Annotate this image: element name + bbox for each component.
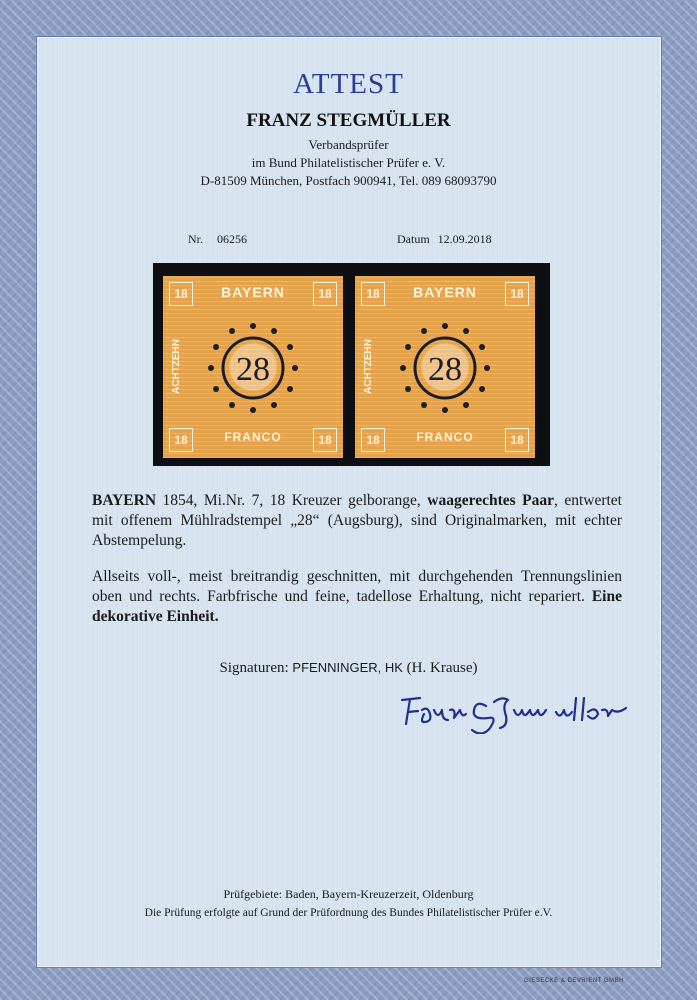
stamp-country: BAYERN	[413, 284, 477, 300]
stamp-left	[163, 276, 343, 458]
signatures-line	[0, 660, 697, 677]
examination-rules: Die Prüfung erfolgte auf Grund der Prüfordnung des Bundes Philatelistischer Prüfer e.V.	[144, 907, 553, 919]
stamp-country: BAYERN	[221, 284, 285, 300]
desc-pair: waagerechtes Paar	[427, 492, 554, 509]
stamp-corner-value: 18	[505, 282, 529, 306]
stamp-photo	[153, 263, 550, 466]
desc-condition: Allseits voll-, meist breitrandig geschnitten, mit durchgehenden Trennungslinien oben und rechts. Farbfrische und feine, tadellose Erhaltung, nicht repariert.	[92, 568, 622, 605]
examiner-role: Verbandsprüfer	[308, 137, 389, 152]
stamp-right	[355, 276, 535, 458]
stamp-side-text: ACHTZEHN	[171, 339, 182, 395]
cancel-mark	[205, 320, 301, 416]
signatures-names: PFENNINGER, HK	[292, 660, 403, 675]
stamp-corner-value: 18	[169, 282, 193, 306]
stamp-bottom-text: FRANCO	[224, 430, 282, 444]
desc-verdict: Eine dekorative Einheit.	[92, 588, 622, 625]
certificate-number	[188, 232, 247, 247]
nr-value: 06256	[217, 232, 247, 246]
examiner-name: FRANZ STEGMÜLLER	[246, 110, 451, 131]
description-paragraph-2	[92, 567, 622, 627]
stamp-bottom-text: FRANCO	[416, 430, 474, 444]
cancel-number: 28	[428, 351, 462, 388]
datum-value: 12.09.2018	[437, 232, 492, 246]
desc-country: BAYERN	[92, 492, 157, 509]
stamp-side-text: ACHTZEHN	[363, 339, 374, 395]
stamp-corner-value: 18	[169, 428, 193, 452]
description-paragraph-1	[92, 491, 622, 551]
desc-cancellation: , entwertet mit offenem Mühlradstempel „28“ (Augsburg), sind Originalmarken, mit echter Abstempelung.	[92, 492, 622, 549]
certificate-date	[397, 232, 492, 247]
stamp-corner-value: 18	[505, 428, 529, 452]
stamp-corner-value: 18	[361, 428, 385, 452]
signatures-extra: (H. Krause)	[406, 660, 478, 676]
stamp-corner-value: 18	[313, 282, 337, 306]
stamp-corner-value: 18	[361, 282, 385, 306]
signatures-label: Signaturen:	[219, 660, 289, 676]
certificate-title: ATTEST	[293, 68, 404, 100]
stamp-corner-value: 18	[313, 428, 337, 452]
examiner-address: D-81509 München, Postfach 900941, Tel. 089 68093790	[200, 173, 497, 188]
cancel-number: 28	[236, 351, 270, 388]
examiner-association: im Bund Philatelistischer Prüfer e. V.	[251, 155, 446, 170]
cancel-mark	[397, 320, 493, 416]
printer-credit: GIESECKE & DEVRIENT GMBH	[524, 978, 624, 984]
datum-label: Datum	[397, 232, 430, 246]
desc-details: 1854, Mi.Nr. 7, 18 Kreuzer gelborange,	[156, 492, 428, 509]
examination-areas: Prüfgebiete: Baden, Bayern-Kreuzerzeit, Oldenburg	[223, 887, 474, 901]
nr-label: Nr.	[188, 232, 203, 246]
handwritten-signature	[398, 688, 630, 734]
